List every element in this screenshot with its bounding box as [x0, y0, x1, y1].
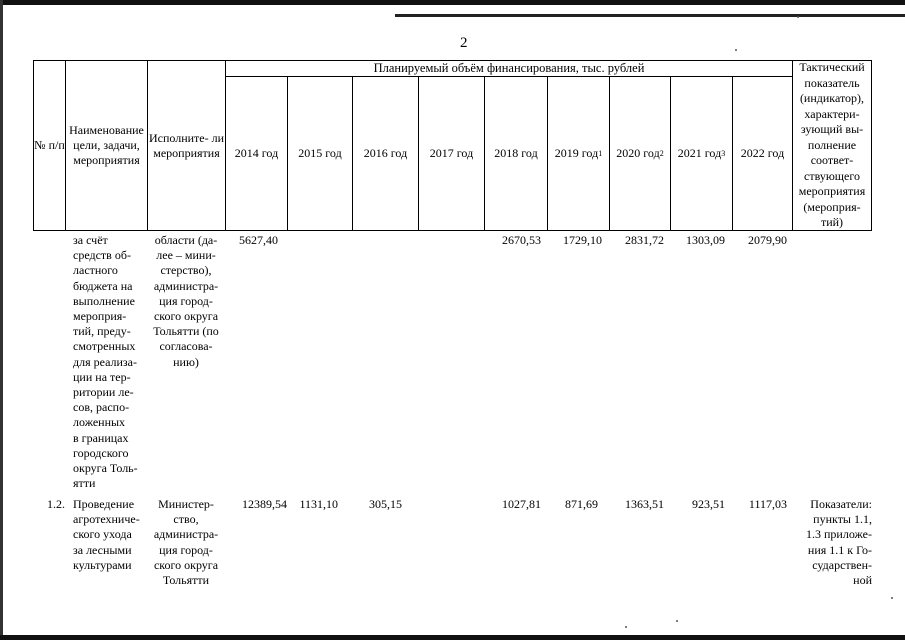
header-col-indicator: Тактический показатель (индикатор), характери- зующий вы- полнение соответ- ствующего мероприятия (мероприя- тий)	[798, 60, 866, 230]
value-2021: 1303,09	[686, 233, 725, 247]
header-year-2016: 2016 год	[363, 146, 408, 160]
header-year-2018: 2018 год	[494, 146, 538, 160]
value-2018: 2670,53	[502, 233, 541, 247]
header-year-2021: 2021 год 3	[677, 146, 726, 160]
header-year-2014: 2014 год	[234, 146, 279, 160]
value-2019: 871,69	[565, 497, 598, 511]
header-col-name: Наименование цели, задачи, мероприятия	[69, 123, 144, 167]
header-year-2019: 2019 год 1	[554, 146, 603, 160]
row-executor: области (да- лее – мини- стерство), администра- ция город- ского округа Тольятти (по согласова- нию)	[153, 233, 219, 369]
row-executor: Министер- ство, администра- ция город- ского округа Тольятти	[153, 497, 219, 588]
row-number: 1.2.	[47, 497, 65, 511]
row-name: Проведение агротехниче- ского ухода за лесными культурами	[73, 497, 140, 572]
row-name: за счёт средств об- ластного бюджета на выполнение мероприя- тий, преду- смотренных для реализа- ции на тер- ритории ле- сов, распо- ложенных в границах городского округа Толь- ятти	[73, 233, 138, 491]
scan-speck	[797, 16, 799, 18]
header-financing-group: Планируемый объём финансирования, тыс. рублей	[373, 61, 645, 75]
value-2019: 1729,10	[563, 233, 602, 247]
scan-edge-bottom	[0, 635, 905, 640]
value-2015: 1131,10	[299, 497, 338, 511]
header-year-2017: 2017 год	[429, 146, 474, 160]
value-2022: 1117,03	[748, 497, 787, 511]
value-2022: 2079,90	[748, 233, 787, 247]
value-2014: 5627,40	[239, 233, 278, 247]
value-2014: 12389,54	[242, 497, 287, 511]
scan-edge-left	[0, 0, 3, 640]
header-year-2015: 2015 год	[298, 146, 342, 160]
header-year-2022: 2022 год	[740, 146, 785, 160]
scan-edge-top-inner	[395, 14, 905, 17]
page-number: 2	[460, 35, 468, 51]
scan-speck	[676, 620, 678, 622]
scan-speck	[735, 49, 737, 51]
value-2018: 1027,81	[502, 497, 541, 511]
value-2016: 305,15	[369, 497, 402, 511]
value-2020: 1363,51	[625, 497, 664, 511]
scan-speck	[891, 597, 893, 599]
header-col-number: № п/п	[34, 138, 65, 152]
value-2021: 923,51	[692, 497, 725, 511]
scan-edge-top	[0, 0, 905, 5]
row-indicator: Показатели: пункты 1.1, 1.3 приложе- ния 1.1 к Го- сударствен- ной	[806, 497, 872, 588]
header-col-executor: Исполните- ли мероприятия	[148, 130, 225, 160]
scan-speck	[625, 626, 627, 628]
header-year-2020: 2020 год 2	[616, 146, 664, 160]
value-2020: 2831,72	[625, 233, 664, 247]
